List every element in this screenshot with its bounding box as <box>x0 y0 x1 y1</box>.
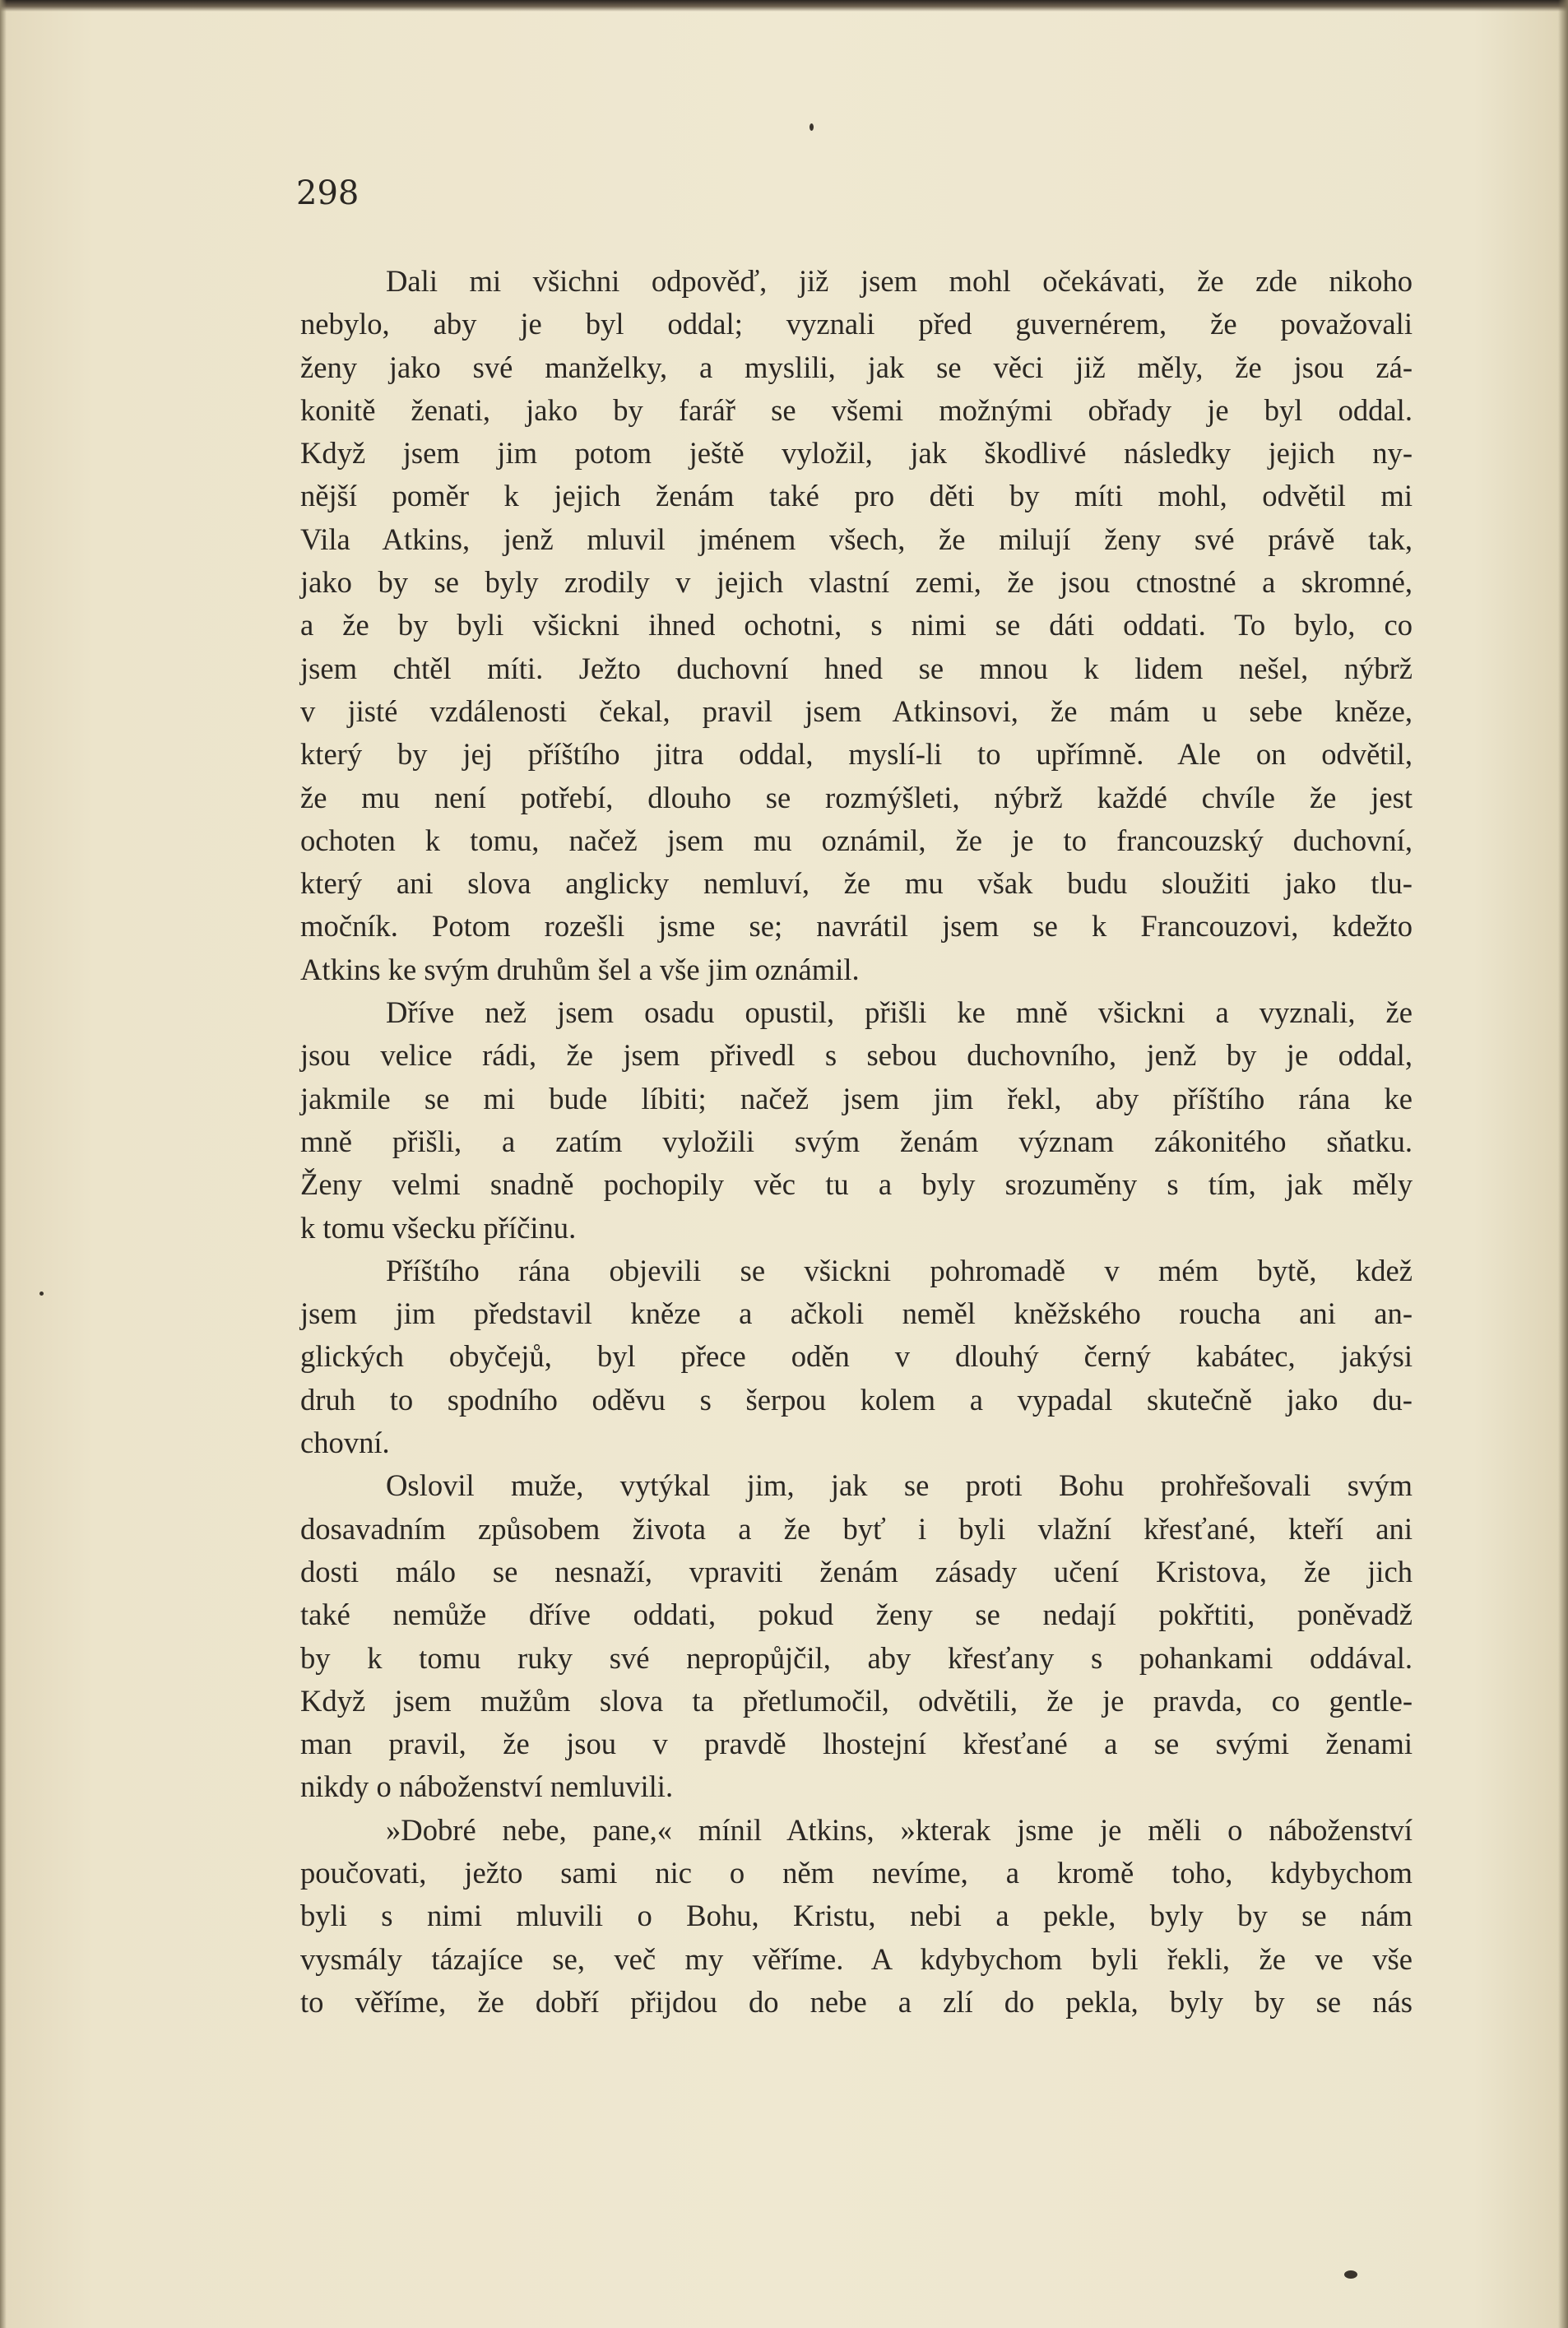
text-line: chovní. <box>300 1426 390 1460</box>
text-line: mně přišli, a zatím vyložili svým ženám význam zákonitého sňatku. <box>300 1124 1413 1158</box>
text-line: nikdy o náboženství nemluvili. <box>300 1769 674 1804</box>
text-line: man pravil, že jsou v pravdě lhostejní křesťané a se svými ženami <box>300 1727 1413 1761</box>
text-line: Vila Atkins, jenž mluvil jménem všech, že milují ženy své právě tak, <box>300 522 1413 556</box>
text-line: močník. Potom rozešli jsme se; navrátil jsem se k Francouzovi, kdežto <box>300 909 1413 944</box>
page-right-edge-shadow <box>1558 0 1568 2328</box>
text-line: poučovati, ježto sami nic o něm nevíme, a kromě toho, kdybychom <box>300 1855 1413 1890</box>
text-line: by k tomu ruky své nepropůjčil, aby křesťany s pohankami oddával. <box>300 1640 1413 1675</box>
text-line: který ani slova anglicky nemluví, že mu však budu sloužiti jako tlu- <box>300 866 1413 901</box>
text-line: Když jsem jim potom ještě vyložil, jak škodlivé následky jejich ny- <box>300 436 1413 471</box>
text-line: jsou velice rádi, že jsem přivedl s sebou duchovního, jenž by je oddal, <box>300 1038 1413 1073</box>
page-left-edge-shadow <box>0 0 7 2328</box>
text-line: Atkins ke svým druhům šel a vše jim oznámil. <box>300 952 860 986</box>
text-line: nější poměr k jejich ženám také pro děti by míti mohl, odvětil mi <box>300 479 1413 513</box>
text-line: Ženy velmi snadně pochopily věc tu a byly srozuměny s tím, jak měly <box>300 1167 1413 1202</box>
text-line: to věříme, že dobří přijdou do nebe a zlí do pekla, byly by se nás <box>300 1984 1413 2019</box>
text-line: jsem jim představil kněze a ačkoli neměl kněžského roucha ani an- <box>300 1296 1413 1331</box>
text-line: konitě ženati, jako by farář se všemi možnými obřady je byl oddal. <box>300 392 1413 427</box>
text-line: Dali mi všichni odpověď, již jsem mohl očekávati, že zde nikoho <box>386 264 1413 298</box>
text-line: a že by byli všickni ihned ochotni, s nimi se dáti oddati. To bylo, co <box>300 608 1413 642</box>
text-line: Oslovil muže, vytýkal jim, jak se proti Bohu prohřešovali svým <box>386 1468 1413 1503</box>
text-line: v jisté vzdálenosti čekal, pravil jsem Atkinsovi, že mám u sebe kněze, <box>300 693 1413 728</box>
ink-speck <box>1344 2270 1357 2279</box>
text-line: byli s nimi mluvili o Bohu, Kristu, nebi a pekle, byly by se nám <box>300 1899 1413 1933</box>
text-line: Dříve než jsem osadu opustil, přišli ke mně všickni a vyznali, že <box>386 995 1413 1030</box>
text-line: Příštího rána objevili se všickni pohromadě v mém bytě, kdež <box>386 1253 1413 1287</box>
text-line: ochoten k tomu, načež jsem mu oznámil, že je to francouzský duchovní, <box>300 823 1413 857</box>
page-number: 298 <box>296 174 360 212</box>
text-line: Když jsem mužům slova ta přetlumočil, odvětili, že je pravda, co gentle- <box>300 1683 1413 1718</box>
text-line: jako by se byly zrodily v jejich vlastní zemi, že jsou ctnostné a skromné, <box>300 565 1413 600</box>
text-line: nebylo, aby je byl oddal; vyznali před guvernérem, že považovali <box>300 307 1413 341</box>
text-line: glických obyčejů, byl přece oděn v dlouhý černý kabátec, jakýsi <box>300 1339 1413 1374</box>
text-line: k tomu všecku příčinu. <box>300 1210 577 1245</box>
text-line: druh to spodního oděvu s šerpou kolem a vypadal skutečně jako du- <box>300 1382 1413 1417</box>
text-line: jsem chtěl míti. Ježto duchovní hned se mnou k lidem nešel, nýbrž <box>300 651 1413 685</box>
text-line: který by jej příštího jitra oddal, myslí-li to upřímně. Ale on odvětil, <box>300 737 1413 772</box>
ink-speck <box>810 123 814 131</box>
text-line: jakmile se mi bude líbiti; načež jsem jim řekl, aby příštího rána ke <box>300 1081 1413 1115</box>
text-line: také nemůže dříve oddati, pokud ženy se nedají pokřtiti, poněvadž <box>300 1598 1413 1632</box>
page-top-edge-shadow <box>0 0 1568 12</box>
text-line: dosti málo se nesnaží, vpraviti ženám zásady učení Kristova, že jich <box>300 1554 1413 1588</box>
text-line: vysmály tázajíce se, več my věříme. A kdybychom byli řekli, že ve vše <box>300 1941 1413 1976</box>
ink-speck <box>39 1292 44 1296</box>
text-line: ženy jako své manželky, a myslili, jak se věci již měly, že jsou zá- <box>300 350 1413 384</box>
text-line: »Dobré nebe, pane,« mínil Atkins, »kterak jsme je měli o náboženství <box>386 1812 1413 1847</box>
text-line: že mu není potřebí, dlouho se rozmýšleti, nýbrž každé chvíle že jest <box>300 780 1413 814</box>
body-text <box>300 260 1413 2024</box>
text-line: dosavadním způsobem života a že byť i byli vlažní křesťané, kteří ani <box>300 1511 1413 1546</box>
